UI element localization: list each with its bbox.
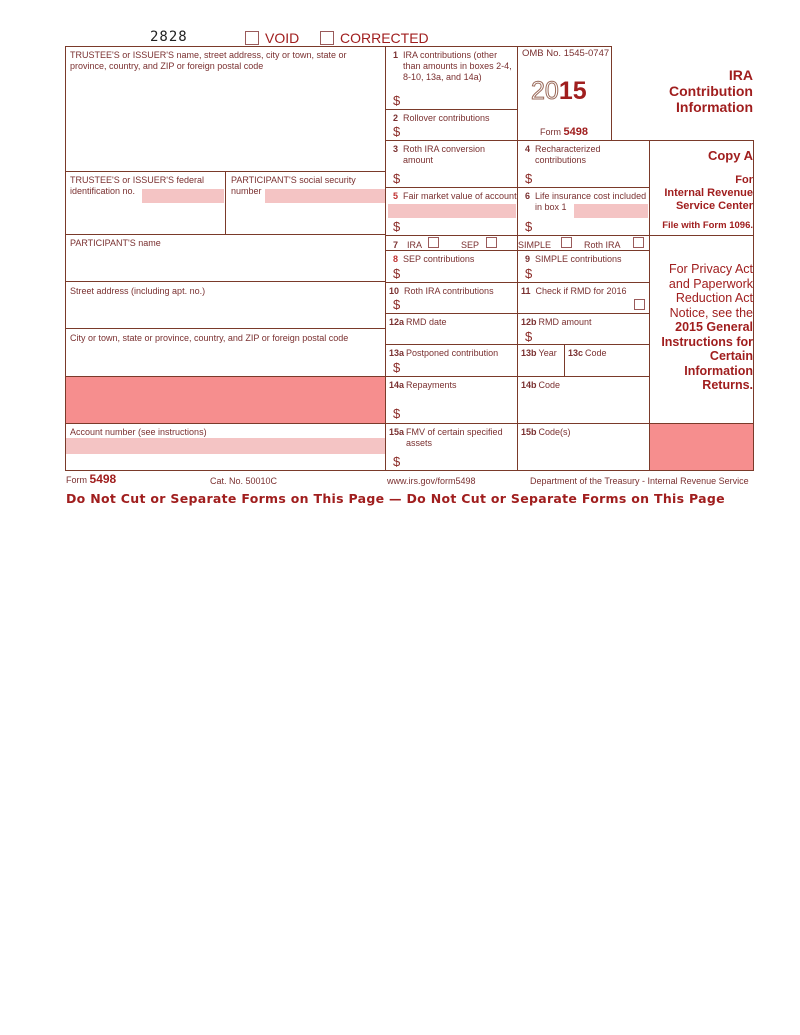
box13b-field[interactable]	[519, 359, 563, 375]
row-line-140-left	[385, 140, 518, 141]
trustee-name-label: TRUSTEE'S or ISSUER'S name, street address, city or town, state or province, country, and ZIP or foreign postal code	[70, 50, 347, 71]
box15b-label	[521, 427, 571, 438]
row-line-376	[385, 376, 650, 377]
box13a-number: 13a	[389, 348, 405, 358]
box12b-dollar: $	[525, 329, 533, 344]
row-line-313	[385, 313, 650, 314]
box5-field[interactable]	[405, 217, 513, 234]
box4-number: 4	[525, 144, 531, 154]
left-row-423	[65, 423, 386, 424]
do-not-cut-warning: Do Not Cut or Separate Forms on This Page — Do Not Cut or Separate Forms on This Page	[66, 491, 725, 506]
box3-number: 3	[393, 144, 399, 154]
city-field[interactable]	[66, 345, 384, 375]
footer-form-number	[66, 472, 116, 486]
box12a-label	[389, 317, 447, 328]
irs-line2: Service Center	[675, 200, 753, 212]
box1-field[interactable]	[405, 90, 513, 108]
box13b-label	[521, 348, 557, 359]
box14b-text: Code	[538, 380, 561, 390]
row-line-109	[385, 109, 518, 110]
box15b-number: 15b	[521, 427, 537, 437]
box11-number: 11	[521, 286, 531, 296]
omb-form-num: 5498	[563, 126, 588, 138]
row-line-235	[385, 235, 754, 236]
department-label: Department of the Treasury - Internal Revenue Service	[530, 476, 749, 486]
title-line2: Contribution	[669, 83, 753, 99]
box11-label	[521, 286, 627, 297]
footer-form-num: 5498	[89, 472, 117, 486]
box8-field[interactable]	[405, 265, 513, 281]
form-code: 2828	[150, 29, 188, 45]
row-line-423	[385, 423, 754, 424]
left-row-328	[65, 328, 386, 329]
city-label: City or town, state or province, country, and ZIP or foreign postal code	[70, 333, 349, 343]
box14b-field[interactable]	[519, 392, 647, 422]
box13c-field[interactable]	[566, 359, 648, 375]
trustee-fed-id-label: TRUSTEE'S or ISSUER'S federal identification no.	[70, 175, 204, 196]
box6-label	[525, 191, 649, 213]
account-label: Account number (see instructions)	[70, 427, 207, 437]
box5-number: 5	[393, 191, 399, 201]
participant-ssn-label: PARTICIPANT'S social security number	[231, 175, 356, 196]
left-row-376	[65, 376, 386, 377]
box1-dollar: $	[393, 93, 401, 108]
box15a-dollar: $	[393, 454, 401, 469]
box13c-number: 13c	[568, 348, 584, 358]
box12a-number: 12a	[389, 317, 405, 327]
box12b-field[interactable]	[537, 328, 645, 343]
box8-text: SEP contributions	[403, 254, 475, 264]
box2-field[interactable]	[405, 124, 513, 139]
privacy-line2: and Paperwork	[668, 276, 753, 291]
box7-sep-label: SEP	[461, 240, 480, 250]
divider-omb-right	[611, 46, 612, 140]
box1-number: 1	[393, 50, 399, 60]
box15b-field[interactable]	[519, 440, 647, 469]
box1-text: IRA contributions (other than amounts in boxes 2-4, 8-10, 13a, and 14a)	[403, 50, 512, 82]
void-label: VOID	[265, 30, 300, 46]
box4-text: Recharacterized contributions	[535, 144, 601, 165]
box13a-text: Postponed contribution	[406, 348, 499, 358]
tax-year	[531, 77, 587, 106]
privacy-line9: Returns.	[702, 378, 753, 392]
box6-text: Life insurance cost included in box 1	[535, 191, 647, 212]
box12a-text: RMD date	[406, 317, 447, 327]
box15a-text: FMV of certain specified assets	[406, 427, 503, 448]
tax-year-outline: 20	[531, 77, 559, 105]
box9-field[interactable]	[537, 265, 645, 281]
box14b-number: 14b	[521, 380, 537, 390]
privacy-line6: Instructions for	[661, 334, 753, 349]
box15a-field[interactable]	[405, 450, 513, 469]
box3-dollar: $	[393, 171, 401, 186]
box7-number: 7	[393, 240, 399, 250]
box7-sep-checkbox[interactable]	[486, 237, 497, 248]
irs-url[interactable]: www.irs.gov/form5498	[387, 476, 476, 486]
box10-dollar: $	[393, 297, 401, 312]
account-field[interactable]	[66, 440, 384, 469]
box14a-field[interactable]	[405, 400, 513, 422]
box6-dollar: $	[525, 219, 533, 234]
row-line-344	[385, 344, 650, 345]
divider-13b-13c	[564, 344, 565, 377]
box14a-label	[389, 380, 457, 391]
box12b-label	[521, 317, 592, 328]
box5-dollar: $	[393, 219, 401, 234]
privacy-line4: Notice, see the	[669, 305, 753, 320]
red-zone-right	[649, 423, 753, 470]
privacy-line8: Information	[684, 363, 753, 378]
box10-text: Roth IRA contributions	[404, 286, 494, 296]
box7-ira-checkbox[interactable]	[428, 237, 439, 248]
box3-text: Roth IRA conversion amount	[403, 144, 486, 165]
frame-right	[753, 140, 754, 471]
box8-number: 8	[393, 254, 399, 264]
box7-ira-label: IRA	[407, 240, 423, 250]
box8-dollar: $	[393, 266, 401, 281]
box13b-text: Year	[538, 348, 557, 358]
frame-top	[65, 46, 611, 47]
box12a-field[interactable]	[389, 328, 513, 343]
box13b-number: 13b	[521, 348, 537, 358]
box6-field[interactable]	[537, 217, 645, 234]
box4-dollar: $	[525, 171, 533, 186]
void-checkbox[interactable]	[245, 31, 259, 45]
box2-number: 2	[393, 113, 399, 123]
box11-rmd-checkbox[interactable]	[634, 299, 645, 310]
privacy-line3: Reduction Act	[675, 291, 753, 305]
participant-name-label: PARTICIPANT'S name	[70, 238, 161, 248]
box7-simple-checbox[interactable]	[561, 237, 572, 248]
frame-bottom	[65, 470, 754, 471]
box14a-dollar: $	[393, 406, 401, 421]
title-line3: Information	[676, 99, 753, 115]
irs-center-label	[650, 174, 753, 213]
box5-label	[393, 191, 517, 202]
box8-label	[393, 254, 474, 265]
box1-label	[393, 50, 513, 83]
box3-label	[393, 144, 513, 166]
omb-form-number	[540, 126, 588, 138]
privacy-line5: 2015 General	[675, 320, 753, 334]
participant-name-field[interactable]	[66, 252, 384, 280]
street-label: Street address (including apt. no.)	[70, 286, 206, 296]
for-text: For	[735, 174, 753, 186]
box15a-label	[389, 427, 509, 449]
street-field[interactable]	[66, 298, 384, 327]
box2-text: Rollover contributions	[403, 113, 490, 123]
box9-text: SIMPLE contributions	[535, 254, 622, 264]
box9-label	[525, 254, 622, 265]
box15a-number: 15a	[389, 427, 405, 437]
box9-dollar: $	[525, 266, 533, 281]
copy-a-label: Copy A	[707, 148, 753, 163]
box4-field[interactable]	[537, 168, 645, 186]
box15b-text: Code(s)	[538, 427, 571, 437]
privacy-notice	[650, 262, 753, 393]
box13c-label	[568, 348, 607, 359]
row-line-282	[385, 282, 650, 283]
side-title	[620, 67, 753, 115]
footer-form-prefix: Form	[66, 475, 87, 485]
trustee-fed-id-field[interactable]	[66, 200, 224, 233]
box7-simple-label: SIMPLE	[518, 240, 552, 250]
box10-field[interactable]	[405, 296, 513, 312]
trustee-name-field[interactable]	[66, 75, 384, 170]
box14a-text: Repayments	[406, 380, 457, 390]
red-zone-left	[66, 377, 386, 424]
box3-field[interactable]	[405, 168, 513, 186]
tax-year-bold: 15	[558, 77, 587, 105]
box4-label	[525, 144, 635, 166]
omb-number: OMB No. 1545-0747	[522, 48, 610, 59]
box5-text: Fair market value of account	[403, 191, 517, 201]
box12b-number: 12b	[521, 317, 537, 327]
box6-number: 6	[525, 191, 531, 201]
catalog-number: Cat. No. 50010C	[210, 476, 278, 486]
corrected-checkbox[interactable]	[320, 31, 334, 45]
box9-number: 9	[525, 254, 531, 264]
title-line1: IRA	[728, 67, 753, 83]
box13a-field[interactable]	[405, 359, 513, 375]
box14b-label	[521, 380, 560, 391]
box2-dollar: $	[393, 124, 401, 139]
box13a-label	[389, 348, 498, 359]
irs-line1: Internal Revenue	[664, 187, 753, 199]
box2-label	[393, 113, 490, 124]
box7-roth-checkbox[interactable]	[633, 237, 644, 248]
left-row-281	[65, 281, 386, 282]
box5-highlight	[388, 204, 516, 218]
participant-ssn-field[interactable]	[226, 200, 384, 233]
box13a-dollar: $	[393, 360, 401, 375]
box11-text: Check if RMD for 2016	[535, 286, 627, 296]
omb-form-prefix: Form	[540, 127, 561, 137]
box12b-text: RMD amount	[538, 317, 592, 327]
row-line-140-right	[517, 140, 754, 141]
box10-number: 10	[389, 286, 400, 296]
box14a-number: 14a	[389, 380, 405, 390]
corrected-label: CORRECTED	[340, 30, 429, 46]
privacy-line7: Certain	[709, 349, 753, 363]
privacy-line1: For Privacy Act	[668, 262, 753, 276]
box13c-text: Code	[585, 348, 607, 358]
box7-roth-label: Roth IRA	[584, 240, 621, 250]
row-line-187	[385, 187, 650, 188]
file-with-label: File with Form 1096.	[662, 220, 753, 231]
